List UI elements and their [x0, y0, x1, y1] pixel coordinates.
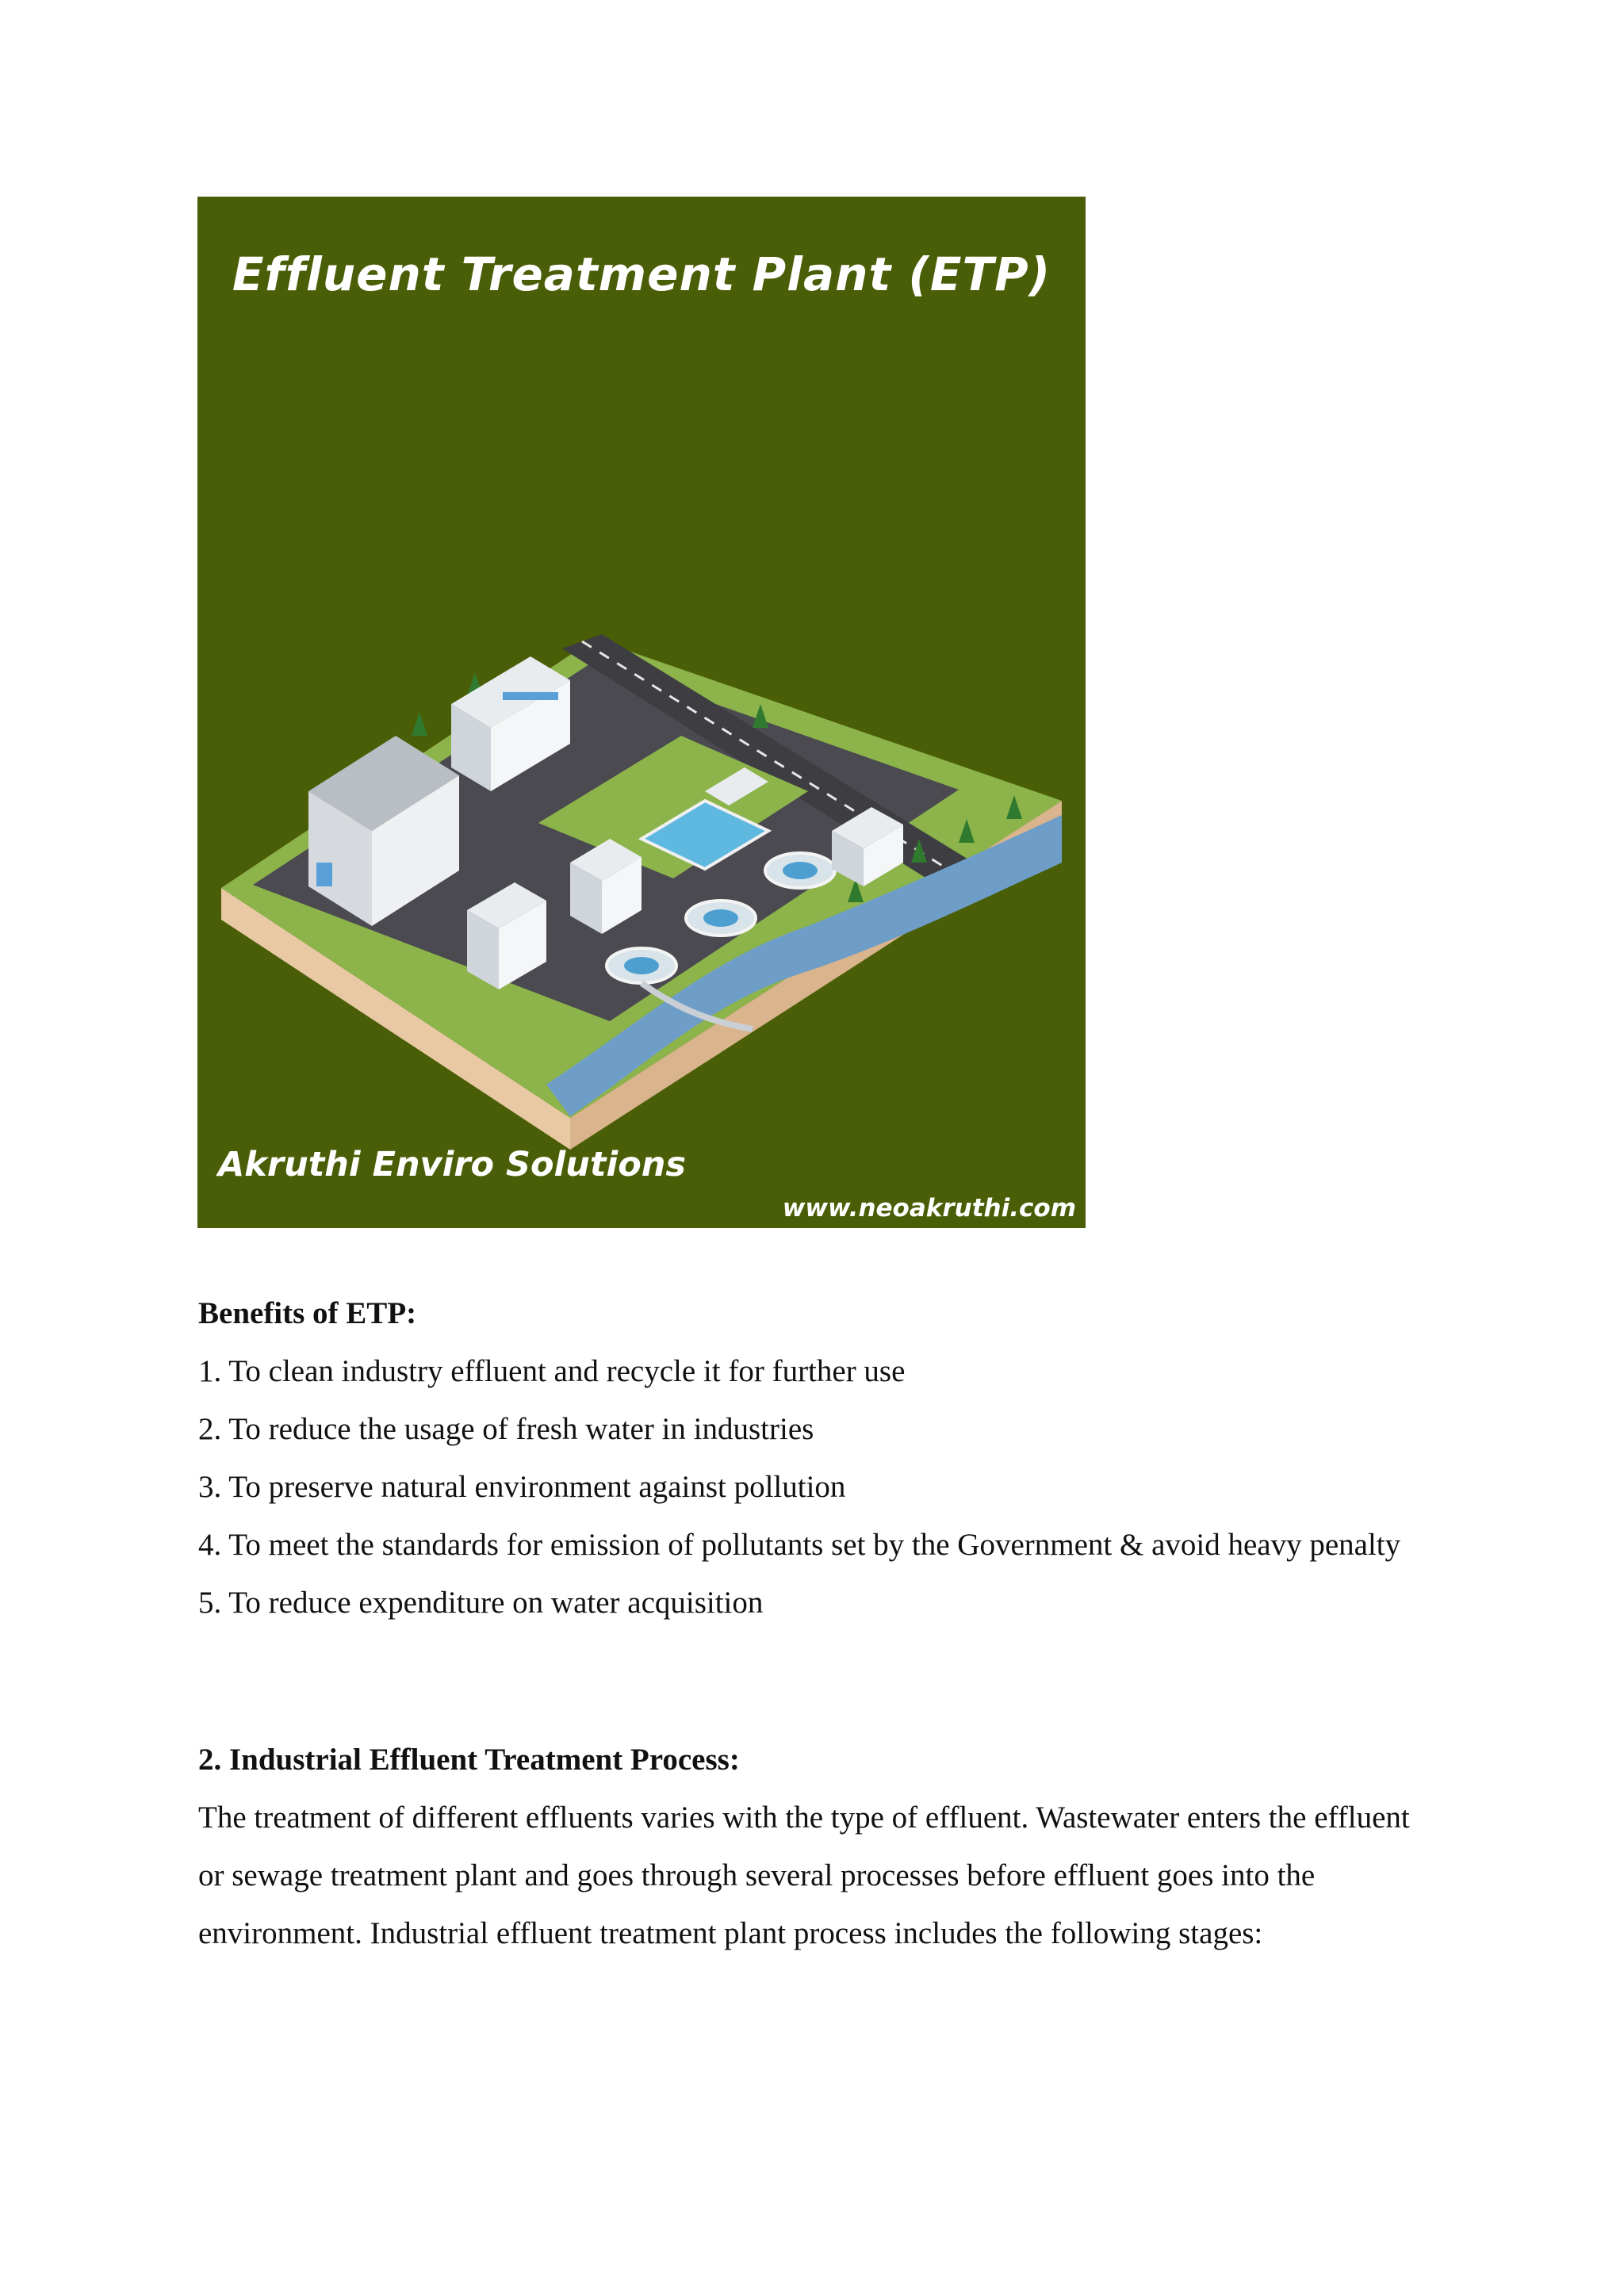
etp-poster-image: [197, 197, 1086, 1228]
benefit-item: 3. To preserve natural environment against pollution: [198, 1470, 846, 1504]
benefit-item: 2. To reduce the usage of fresh water in industries: [198, 1412, 814, 1446]
benefits-section: [198, 1284, 1435, 1632]
poster-website: www.neoakruthi.com: [782, 1194, 1076, 1223]
benefit-item: 1. To clean industry effluent and recycle it for further use: [198, 1354, 906, 1388]
process-paragraph: The treatment of different effluents varies with the type of effluent. Wastewater enters the effluent or sewage treatment plant and goes through several processes before effluent goes into the environment. Industrial effluent treatment plant process includes the following stages:: [198, 1800, 1410, 1950]
treatment-plant-illustration: [197, 419, 1086, 1196]
benefit-item: 5. To reduce expenditure on water acquisition: [198, 1586, 764, 1620]
process-section: [198, 1731, 1435, 1962]
poster-title: Effluent Treatment Plant (ETP): [232, 247, 1051, 301]
process-heading: 2. Industrial Effluent Treatment Process:: [198, 1743, 740, 1777]
poster-brand-name: Akruthi Enviro Solutions: [218, 1145, 686, 1184]
benefit-item: 4. To meet the standards for emission of pollutants set by the Government & avoid heavy penalty: [198, 1528, 1401, 1562]
benefits-heading: Benefits of ETP:: [198, 1296, 417, 1330]
